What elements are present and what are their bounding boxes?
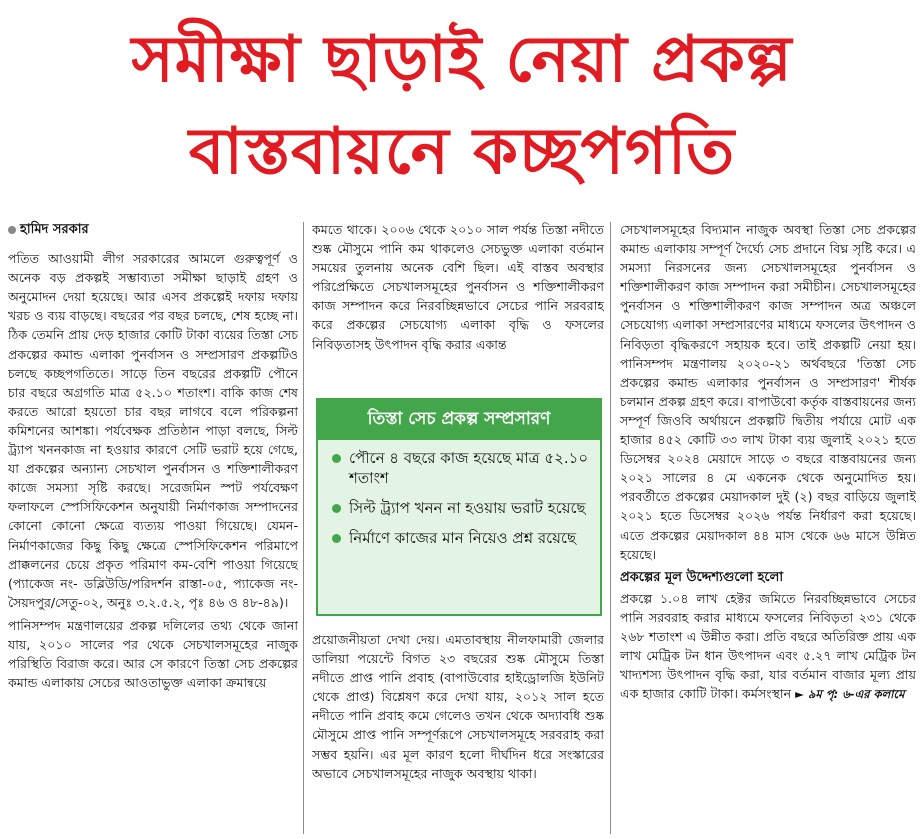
headline-line-1: সমীক্ষা ছাড়াই নেয়া প্রকল্প [131,23,793,97]
paragraph: পানিসম্পদ মন্ত্রণালয়ের প্রকল্প দলিলের তথ্য থেকে জানা যায়, ২০১০ সালের পর থেকে সেচখালসমূহের নাজুক পরিস্থিতি বিরাজ করে। আর সে কারণে তিস্তা সেচ প্রকল্পের কমান্ড এলাকায় সেচের আওতাভুক্ত এলাকা ক্রমান্বয়ে [8,617,298,691]
paragraph: পতিত আওয়ামী লীগ সরকারের আমলে গুরুত্বপূর্ণ ও অনেক বড় প্রকল্পই সম্ভাব্যতা সমীক্ষা ছাড়াই গ্রহণ ও অনুমোদন দেয়া হয়েছে। আর এসব প্রকল্পেই দফায় দফায় খরচ ও ব্যয় বাড়ছে। বছরের পর বছর চলছে, শেষ হচ্ছে না। ঠিক তেমনি প্রায় দেড় হাজার কোটি টাকা ব্যয়ের তিস্তা সেচ প্রকল্পের কমান্ড এলাকা পুনর্বাসন ও সম্প্রসারণ প্রকল্পটিও চলছে কচ্ছপগতিতে। সাড়ে তিন বছরের প্রকল্পটি পৌনে চার বছরে অগ্রগতি মাত্র ৫২.১০ শতাংশ। বাকি কাজ শেষ করতে আরো হয়তো চার বছর লাগবে বলে পরিকল্পনা কমিশনের আশঙ্কা। পর্যবেক্ষক প্রতিষ্ঠান পাড়া বলছে, সিল্ট ট্র্যাপ খননকাজ না হওয়ার কারণে সেটি ভরাট হয়ে গেছে, যা প্রকল্পের অন্যান্য সেচখাল পুনর্বাসন ও শক্তিশালীকরণ কাজে সমস্যা সৃষ্টি করছে। সরেজমিন স্পট পর্যবেক্ষণ ফলাফলে স্পেসিফিকেশন অনুযায়ী নির্মাণকাজ সম্পাদনের কোনো কোনো ক্ষেত্রে ব্যত্যয় পাওয়া গিয়েছে। যেমন- নির্মাণকাজের কিছু কিছু ক্ষেত্রে স্পেসিফিকেশন পরিমাপে প্রাক্কলনের চেয়ে প্রকৃত পরিমাণ কম-বেশি পাওয়া গিয়েছে (প্যাকেজ নং- ডব্লিউডি/পরিদর্শন রাস্তা-০৫, প্যাকেজ নং- সৈয়দপুর/সেতু-০২, অনুঃ ৩.২.৫.২, পৃঃ ৪৬ ও ৪৮-৪৯)। [8,251,298,610]
column-divider [303,222,304,834]
continued-note: ► ৯ম পৃ: ৬-এর কলামে [795,687,905,702]
section-subheading: প্রকল্পের মূল উদ্দেশ্যগুলো হলো [620,569,784,585]
highlight-list [318,440,600,548]
highlight-box [316,398,602,616]
headline-line-2: বাস্তবায়নে কচ্ছপগতি [188,115,736,189]
bullet-icon [332,454,341,463]
continued-note-text: ৯ম পৃ: ৬-এর কলামে [807,687,905,702]
paragraph: সেচখালসমূহের বিদ্যমান নাজুক অবস্থা তিস্তা সেচ প্রকল্পের কমান্ড এলাকায় সম্পূর্ণ দৈর্ঘ্যে সেচ প্রদানে বিঘ্ন সৃষ্টি করে। এ সমস্যা নিরসনের জন্য সেচখালসমূহের পুনর্বাসন ও শক্তিশালীকরণ কাজ সম্পাদন করা সমীচীন। সেচখালসমূহের পুনর্বাসন ও শক্তিশালীকরণ কাজ সম্পাদন অত্র অঞ্চলে সেচযোগ্য এলাকা সম্প্রসারণের মাধ্যমে ফসলের উৎপাদন ও নিবিড়তা বৃদ্ধিকরণে সহায়ক হবে। তাই প্রকল্পটি নেয়া হয়। পানিসম্পদ মন্ত্রণালয় ২০২০-২১ অর্থবছরে 'তিস্তা সেচ প্রকল্পের কমান্ড এলাকার পুনর্বাসন ও সম্প্রসারণ' শীর্ষক চলমান প্রকল্প গ্রহণ করে। বাপাউবো কর্তৃক বাস্তবায়নের জন্য সম্পূর্ণ জিওবি অর্থায়নে প্রকল্পটি দ্বিতীয় পর্যায়ে মোট এক হাজার ৪৫২ কোটি ৩৩ লাখ টাকা ব্যয় জুলাই ২০২১ হতে ডিসেম্বর ২০২৪ মেয়াদে সাড়ে ৩ বছরে বাস্তবায়নের জন্য ২০২১ সালের ৪ মে একনেক থেকে অনুমোদিত হয়। পরবর্তীতে প্রকল্পের মেয়াদকাল দুই (২) বছর বাড়িয়ে জুলাই ২০২১ হতে ডিসেম্বর ২০২৬ পর্যন্ত নির্ধারণ করা হয়েছে। এতে প্রকল্পের মেয়াদকাল ৪৪ মাস থেকে ৬৬ মাসে উন্নিত হয়েছে। [620,222,916,562]
paragraph [620,589,916,705]
bullet-dot-icon [8,226,16,234]
byline [8,220,298,239]
highlight-item-text: সিল্ট ট্র্যাপ খনন না হওয়ায় ভরাট হয়েছে [349,499,586,517]
paragraph: প্রয়োজনীয়তা দেখা দেয়। এমতাবস্থায় নীলফামারী জেলার ডালিয়া পয়েন্টে বিগত ২৩ বছরের শুষ্ক মৌসুমে তিস্তা নদীতে প্রাপ্ত পানি প্রবাহ (বাপাউবোর হাইড্রোলজি ইউনিট থেকে প্রাপ্ত) বিশ্লেষণ করে দেখা যায়, ২০১২ সাল হতে নদীতে পানি প্রবাহ কমে গেলেও তখন থেকে অদ্যাবধি শুষ্ক মৌসুমে প্রাপ্ত পানি সম্পূর্ণরূপে সেচখালসমূহে সরবরাহ করা সম্ভব হয়নি। এর মূল কারণ হলো দীর্ঘদিন ধরে সংস্কারের অভাবে সেচখালসমূহের নাজুক অবস্থায় থাকা। [312,632,604,781]
article-column-3 [620,220,916,832]
highlight-item [332,448,590,488]
column-divider [610,222,611,834]
paragraph-text: প্রকল্পে ১.০৪ লাখ হেক্টর জমিতে নিরবচ্ছিন্নভাবে সেচের পানি সরবরাহ করার মাধ্যমে ফসলের নিবিড়তা ২৩১ থেকে ২৬৮ শতাংশ এ উন্নীত করা। প্রতি বছরে অতিরিক্ত প্রায় এক লাখ মেট্রিক টন ধান উৎপাদন এবং ৫.২৭ লাখ মেট্রিক টন খাদ্যশস্য উৎপাদন বৃদ্ধি করা, যার বর্তমান বাজার মূল্য প্রায় এক হাজার কোটি টাকা। কর্মসংস্থান [620,590,916,702]
highlight-item-text: নির্মাণে কাজের মান নিয়েও প্রশ্ন রয়েছে [349,529,577,547]
bullet-icon [332,534,341,543]
bullet-icon [332,504,341,513]
highlight-item [332,498,590,518]
highlight-item-text: পৌনে ৪ বছরে কাজ হয়েছে মাত্র ৫২.১০ শতাংশ [349,449,589,487]
paragraph: কমতে থাকে। ২০০৬ থেকে ২০১০ সাল পর্যন্ত তিস্তা নদীতে শুষ্ক মৌসুমে পানি কম থাকলেও সেচভুক্ত এলাকা বর্তমান সময়ের তুলনায় অনেক বেশি ছিল। এই বাস্তব অবস্থার পরিপ্রেক্ষিতে সেচখালসমূহের পুনর্বাসন ও শক্তিশালীকরণ কাজ সম্পাদন করে নিরবচ্ছিন্নভাবে সেচের পানি সরবরাহ করে প্রকল্পের সেচযোগ্য এলাকা বৃদ্ধি ও ফসলের নিবিড়তাসহ উৎপাদন বৃদ্ধি করার একান্ত [312,222,604,352]
article-column-1 [8,220,298,832]
highlight-box-title: তিস্তা সেচ প্রকল্প সম্প্রসারণ [318,400,600,440]
author-name: হামিদ সরকার [20,222,89,237]
highlight-item [332,528,590,548]
